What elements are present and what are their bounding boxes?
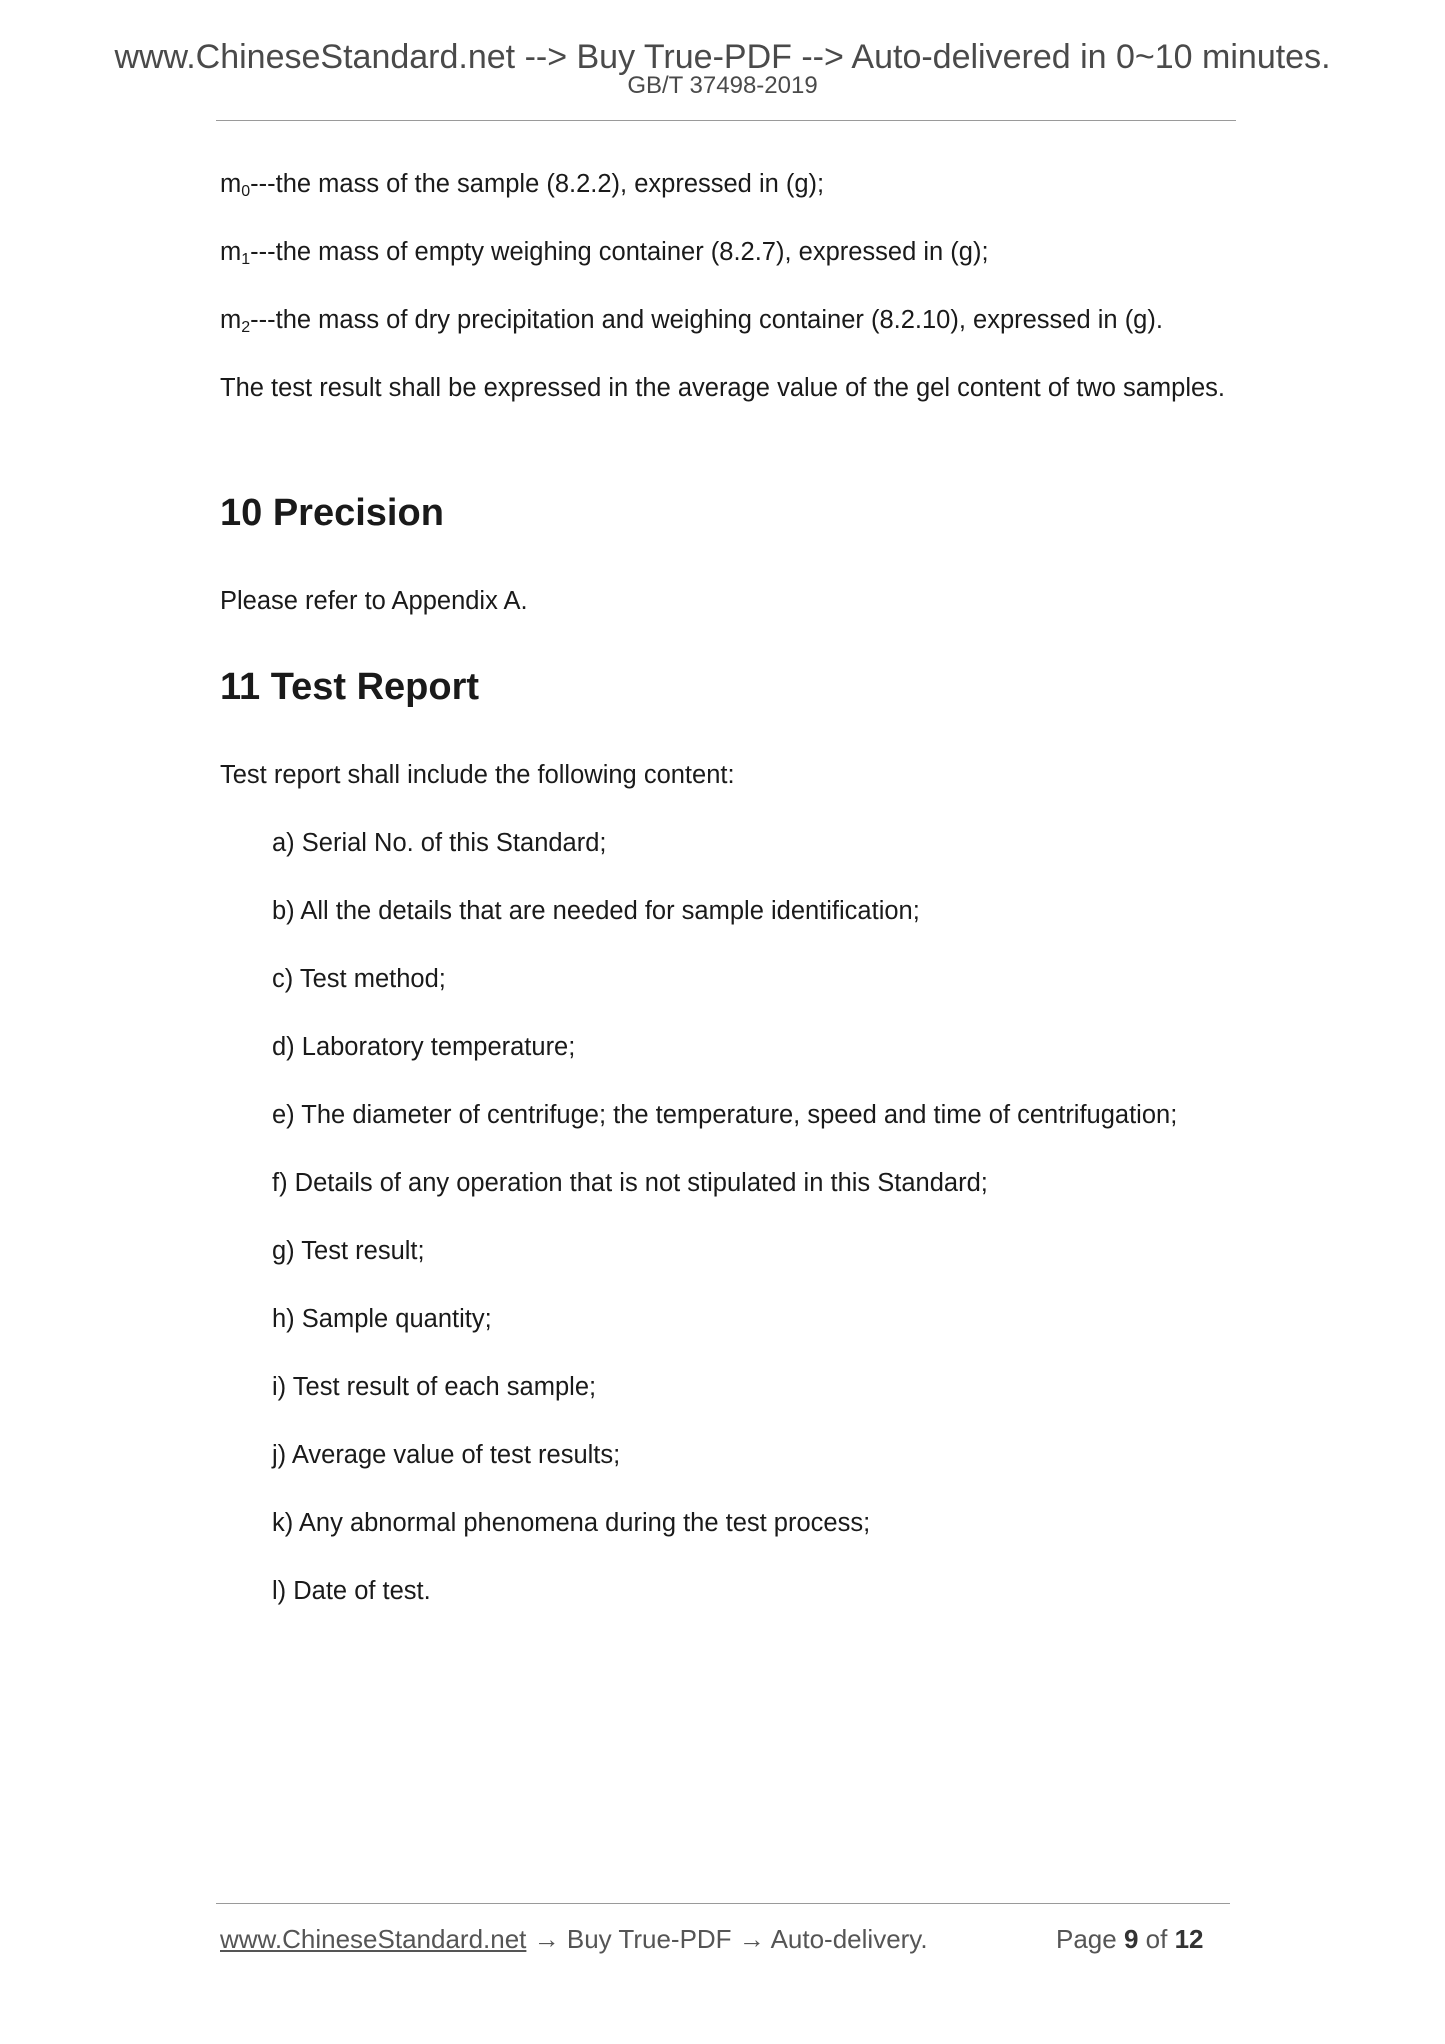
list-item: b) All the details that are needed for sample identification;	[272, 897, 920, 925]
result-note: The test result shall be expressed in the average value of the gel content of two samples.	[220, 374, 1225, 402]
list-item: c) Test method;	[272, 965, 446, 993]
section-11-intro: Test report shall include the following content:	[220, 761, 735, 789]
section-10-heading: 10 Precision	[220, 492, 444, 534]
list-item: i) Test result of each sample;	[272, 1373, 597, 1401]
list-item: j) Average value of test results;	[272, 1441, 621, 1469]
current-page: 9	[1123, 1924, 1139, 1954]
list-item: l) Date of test.	[272, 1577, 431, 1605]
footer-divider	[216, 1903, 1230, 1904]
list-item: a) Serial No. of this Standard;	[272, 829, 607, 857]
total-pages: 12	[1174, 1924, 1204, 1954]
list-item: g) Test result;	[272, 1237, 425, 1265]
section-10-text: Please refer to Appendix A.	[220, 587, 528, 615]
footer-site-link[interactable]: www.ChineseStandard.net	[220, 1924, 527, 1954]
list-item: h) Sample quantity;	[272, 1305, 492, 1333]
var-definition-m2: $m_2--$-the mass of dry precipitation and weighing container (8.2.10), expressed in (g).	[220, 306, 1163, 336]
list-item: e) The diameter of centrifuge; the temperature, speed and time of centrifugation;	[272, 1101, 1178, 1129]
section-11-heading: 11 Test Report	[220, 666, 480, 708]
var-definition-m0: $m_0--$-the mass of the sample (8.2.2), expressed in (g);	[220, 170, 825, 200]
list-item: d) Laboratory temperature;	[272, 1033, 576, 1061]
list-item: k) Any abnormal phenomena during the test process;	[272, 1509, 871, 1537]
top-banner: www.ChineseStandard.net --> Buy True-PDF --> Auto-delivered in 0~10 minutes.	[114, 38, 1331, 76]
footer-tagline: → Buy True-PDF → Auto-delivery.	[526, 1924, 928, 1954]
page-indicator: Page 9 of 12	[1056, 1924, 1204, 1954]
standard-number: GB/T 37498-2019	[627, 72, 818, 99]
list-item: f) Details of any operation that is not stipulated in this Standard;	[272, 1169, 988, 1197]
footer-left	[220, 1923, 928, 1955]
var-definition-m1: $m_1--$-the mass of empty weighing container (8.2.7), expressed in (g);	[220, 238, 989, 268]
